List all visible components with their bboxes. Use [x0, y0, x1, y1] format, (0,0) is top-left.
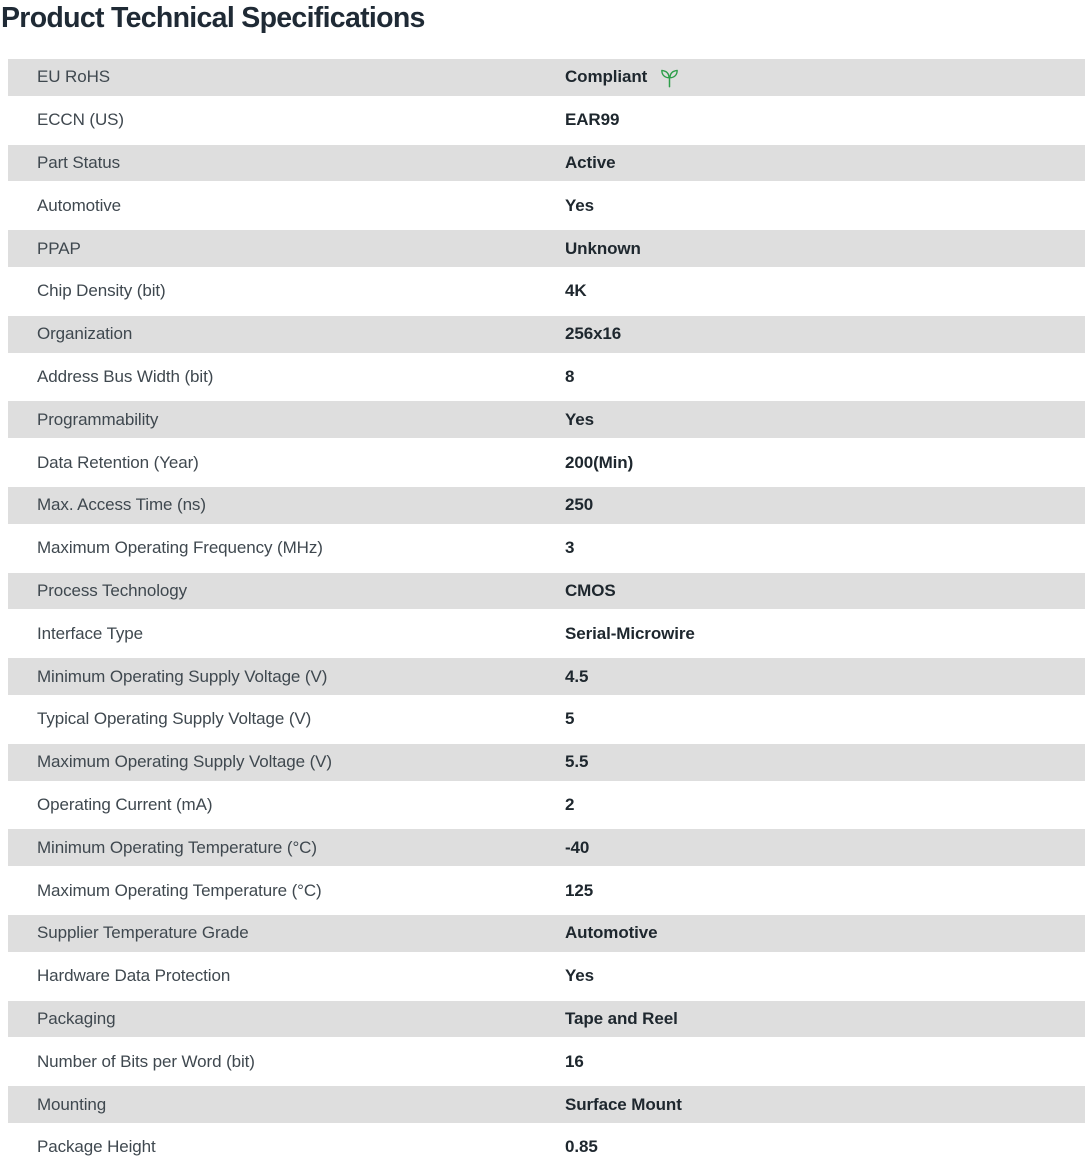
- spec-label: Minimum Operating Supply Voltage (V): [37, 666, 328, 686]
- spec-value-text: Compliant: [565, 67, 648, 87]
- spec-value: [565, 709, 1085, 729]
- spec-value: [565, 367, 1085, 387]
- spec-row: [8, 441, 1085, 484]
- spec-row: [8, 826, 1085, 869]
- spec-value-text: 8: [565, 366, 575, 386]
- page-title: Product Technical Specifications: [1, 2, 425, 34]
- spec-row: [8, 527, 1085, 570]
- spec-label: Programmability: [37, 409, 159, 429]
- spec-row: [8, 912, 1085, 955]
- spec-value-text: Automotive: [565, 923, 658, 943]
- spec-value-text: 200(Min): [565, 452, 634, 472]
- spec-row: [8, 612, 1085, 655]
- spec-label: ECCN (US): [37, 110, 124, 130]
- spec-row: [8, 184, 1085, 227]
- spec-label: Operating Current (mA): [37, 794, 213, 814]
- spec-row: [8, 1126, 1085, 1162]
- spec-value-text: EAR99: [565, 110, 620, 130]
- spec-value-text: Surface Mount: [565, 1094, 682, 1114]
- spec-value-text: 4.5: [565, 666, 589, 686]
- spec-row: [8, 313, 1085, 356]
- spec-value: [565, 923, 1085, 943]
- spec-value-text: 5: [565, 709, 575, 729]
- spec-label: Supplier Temperature Grade: [37, 923, 249, 943]
- spec-label: Process Technology: [37, 580, 188, 600]
- spec-row: [8, 998, 1085, 1041]
- spec-label: Max. Access Time (ns): [37, 495, 206, 515]
- spec-label: PPAP: [37, 238, 81, 258]
- spec-label: Organization: [37, 324, 133, 344]
- spec-value: [565, 66, 1085, 88]
- spec-label: Automotive: [37, 195, 122, 215]
- spec-value: [565, 410, 1085, 430]
- spec-row: [8, 1083, 1085, 1126]
- spec-value: [565, 581, 1085, 601]
- spec-value-text: 16: [565, 1051, 584, 1071]
- spec-value-text: Tape and Reel: [565, 1008, 678, 1028]
- spec-value: [565, 795, 1085, 815]
- spec-value: [565, 324, 1085, 344]
- spec-row: [8, 484, 1085, 527]
- spec-value-text: 4K: [565, 281, 587, 301]
- spec-label: Interface Type: [37, 623, 144, 643]
- spec-label: Maximum Operating Supply Voltage (V): [37, 752, 332, 772]
- spec-label: Maximum Operating Frequency (MHz): [37, 538, 323, 558]
- spec-value-text: Unknown: [565, 238, 641, 258]
- spec-row: [8, 784, 1085, 827]
- spec-value: [565, 881, 1085, 901]
- spec-label: Minimum Operating Temperature (°C): [37, 837, 317, 857]
- spec-value-text: 256x16: [565, 324, 622, 344]
- spec-label: Number of Bits per Word (bit): [37, 1051, 255, 1071]
- spec-row: [8, 398, 1085, 441]
- spec-row: [8, 142, 1085, 185]
- spec-value: [565, 110, 1085, 130]
- spec-value: [565, 966, 1085, 986]
- spec-label: Mounting: [37, 1094, 107, 1114]
- spec-value: [565, 453, 1085, 473]
- spec-value: [565, 1137, 1085, 1157]
- spec-row: [8, 955, 1085, 998]
- spec-label: Data Retention (Year): [37, 452, 199, 472]
- spec-row: [8, 99, 1085, 142]
- spec-label: Packaging: [37, 1008, 116, 1028]
- spec-value: [565, 667, 1085, 687]
- spec-label: Maximum Operating Temperature (°C): [37, 880, 322, 900]
- spec-value-text: 2: [565, 794, 575, 814]
- spec-row: [8, 698, 1085, 741]
- spec-row: [8, 741, 1085, 784]
- spec-value: [565, 1009, 1085, 1029]
- spec-label: Typical Operating Supply Voltage (V): [37, 709, 312, 729]
- sprout-leaf-icon: [659, 66, 680, 88]
- spec-value-text: Active: [565, 152, 616, 172]
- spec-value: [565, 1095, 1085, 1115]
- spec-value-text: 250: [565, 495, 594, 515]
- spec-row: [8, 56, 1085, 99]
- spec-value-text: -40: [565, 837, 590, 857]
- spec-value: [565, 153, 1085, 173]
- spec-value-text: Yes: [565, 409, 595, 429]
- spec-value: [565, 838, 1085, 858]
- spec-label: Hardware Data Protection: [37, 966, 231, 986]
- spec-label: EU RoHS: [37, 67, 110, 87]
- spec-value-text: Serial-Microwire: [565, 623, 695, 643]
- spec-label: Chip Density (bit): [37, 281, 166, 301]
- spec-value-text: 3: [565, 538, 575, 558]
- spec-value: [565, 196, 1085, 216]
- spec-row: [8, 1040, 1085, 1083]
- spec-row: [8, 227, 1085, 270]
- spec-value-text: 125: [565, 880, 594, 900]
- spec-row: [8, 356, 1085, 399]
- spec-row: [8, 869, 1085, 912]
- spec-value: [565, 624, 1085, 644]
- spec-value: [565, 281, 1085, 301]
- spec-row: [8, 655, 1085, 698]
- spec-value-text: Yes: [565, 966, 595, 986]
- spec-row: [8, 270, 1085, 313]
- spec-value: [565, 752, 1085, 772]
- spec-table: [0, 56, 1085, 1162]
- spec-label: Part Status: [37, 152, 120, 172]
- spec-value: [565, 538, 1085, 558]
- spec-value: [565, 1052, 1085, 1072]
- spec-value-text: 5.5: [565, 752, 589, 772]
- spec-value-text: Yes: [565, 195, 595, 215]
- spec-label: Address Bus Width (bit): [37, 366, 214, 386]
- spec-value: [565, 495, 1085, 515]
- spec-value-text: 0.85: [565, 1137, 598, 1157]
- spec-label: Package Height: [37, 1137, 156, 1157]
- spec-row: [8, 570, 1085, 613]
- spec-value-text: CMOS: [565, 580, 616, 600]
- spec-value: [565, 239, 1085, 259]
